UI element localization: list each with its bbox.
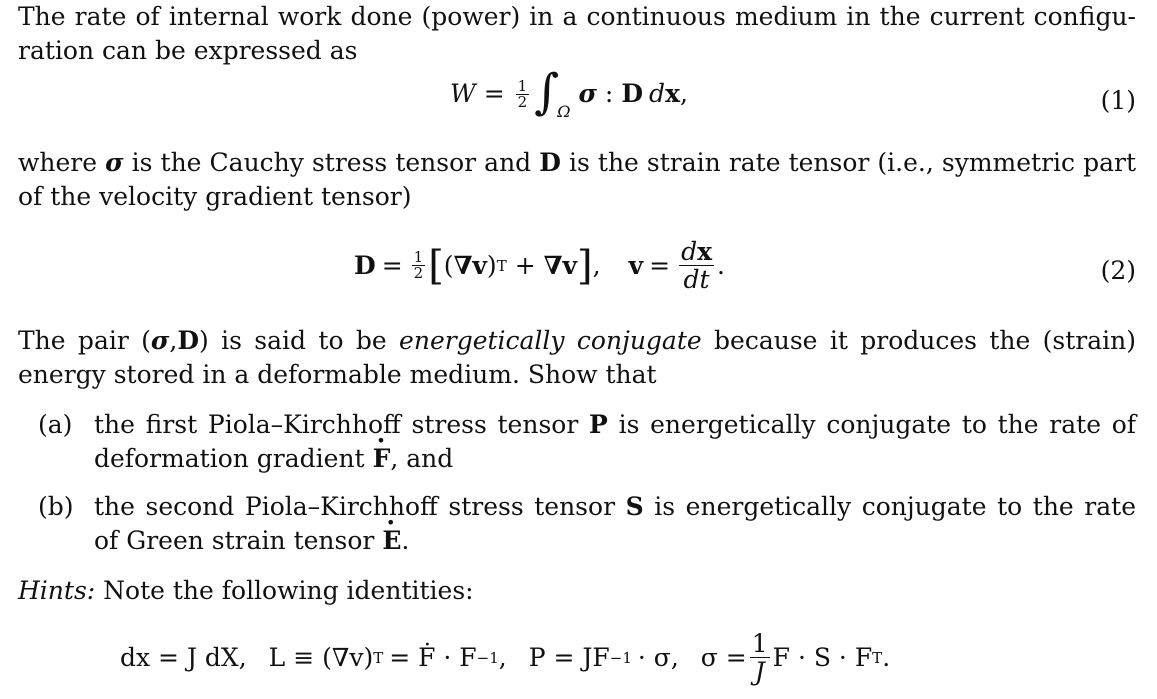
list-label-b: (b): [38, 492, 74, 521]
eq1-dx-x: x: [665, 79, 680, 108]
eq3-frac-1-over-J: [750, 630, 770, 685]
eq1-equals: =: [483, 79, 505, 108]
item-a-text-a: the first Piola–Kirchhoff stress tensor: [94, 410, 579, 439]
item-a-symbol-P: P: [589, 410, 608, 439]
list-item-b: [18, 490, 1136, 558]
eq2-half: [412, 250, 426, 281]
eq2-num-d: d: [681, 237, 698, 266]
eq1-sigma: σ: [578, 79, 597, 108]
list-item-a: [18, 408, 1136, 476]
eq3-frac-num: 1: [751, 629, 768, 658]
eq2-equals: =: [381, 250, 403, 280]
hints-line: [18, 574, 1136, 608]
eq1-domain: Ω: [557, 102, 571, 121]
item-a-symbol-Fdot: F ·: [373, 442, 391, 476]
pair-emphasis: energetically conjugate: [399, 326, 702, 355]
item-b-line-2: [94, 524, 1136, 558]
pair-text-a: The pair (: [18, 326, 151, 355]
eq2-num-x: x: [697, 237, 712, 266]
where-paragraph: [18, 146, 1136, 214]
eq1-W: W: [450, 79, 476, 108]
item-a-text-d: , and: [390, 444, 454, 473]
pair-D: D: [177, 326, 199, 355]
pair-paragraph: [18, 324, 1136, 392]
eq2-v2: v: [628, 250, 644, 280]
eq2-dxdt: [679, 238, 714, 293]
where-text-c: is the strain rate tensor (i.e., symmetric part: [569, 148, 1137, 177]
pair-line-1: [18, 324, 1136, 358]
pair-line-2: energy stored in a deformable medium. Show that: [18, 360, 657, 389]
eq3-L-comma: ,: [498, 642, 507, 672]
pair-comma: ,: [169, 326, 178, 355]
hints-text: Note the following identities:: [103, 576, 474, 605]
eq2-dxdt-den: dt: [683, 265, 710, 294]
eq2-v-b: v: [562, 250, 578, 280]
pair-text-c: because it produces the (strain): [714, 326, 1136, 355]
eq2-equals2: =: [649, 250, 671, 280]
pair-text-b: ) is said to be: [199, 326, 387, 355]
item-b-symbol-S: S: [625, 492, 644, 521]
nabla-icon-2: ∇: [543, 250, 563, 280]
eq2-lbracket: [: [428, 242, 444, 289]
eq2-rparen: ): [486, 250, 497, 280]
eq3-FSFT: F · S · F: [772, 642, 873, 672]
list-label-a: (a): [38, 410, 73, 439]
eq2-comma: ,: [592, 250, 601, 280]
eq2-v: v: [472, 250, 487, 280]
eq2-period: .: [716, 250, 725, 280]
where-D: D: [539, 148, 561, 177]
eq3-dx-identity: dx = J dX,: [120, 642, 247, 672]
eq2-rbracket: ]: [577, 242, 593, 289]
item-b-text-d: .: [401, 526, 410, 555]
eq3-P-sigma: · σ,: [637, 642, 679, 672]
where-line-1: [18, 146, 1136, 180]
eq2-D: D: [354, 250, 376, 280]
item-b-text-a: the second Piola–Kirchhoff stress tensor: [94, 492, 616, 521]
equation-3: dx = J dX, L ≡ (∇v) T = Ḟ · F −1 , P = JF −1 · σ, σ = $\frac{1}{J}$ F · S · F T .: [120, 629, 891, 686]
eq1-half-den: 2: [517, 92, 528, 111]
eq2-half-num: 1: [413, 248, 424, 266]
eq3-P-identity: P = JF: [528, 642, 610, 672]
intro-paragraph: [18, 0, 1136, 68]
eq1-half-num: 1: [517, 76, 528, 95]
eq2-plus: +: [514, 250, 536, 280]
equation-2: D = $\frac{1}{2}$ [ ( ∇ v ) T + ∇ v ] , v = $\frac{dx}{dt}$ . (2): [354, 237, 1136, 294]
equation-1: [18, 64, 1136, 134]
item-a-line-1: [94, 408, 1136, 442]
eq3-period: .: [882, 642, 891, 672]
where-line-2: of the velocity gradient tensor): [18, 182, 412, 211]
pair-sigma: σ: [150, 326, 170, 355]
eq1-half: [516, 76, 530, 111]
eq2-half-den: 2: [413, 264, 424, 282]
item-b-symbol-Edot: E ·: [382, 524, 401, 558]
item-b-line-1: [94, 490, 1136, 524]
item-b-text-b: is energetically conjugate to the rate: [654, 492, 1136, 521]
where-text-a: where: [18, 148, 98, 177]
eq3-L-identity: L ≡ (∇v): [268, 642, 374, 672]
eq3-frac-den: J: [754, 657, 765, 686]
integral-sign: ∫: [534, 64, 560, 120]
equation-number-2: (2): [1100, 256, 1136, 285]
eq3-Fdot-Finv: = Ḟ · F: [389, 642, 477, 672]
nabla-icon: ∇: [453, 250, 473, 280]
eq3-sigma-identity: σ =: [700, 642, 747, 672]
eq1-comma: ,: [679, 79, 688, 108]
equation-number-1: (1): [1100, 86, 1136, 115]
eq2-dxdt-num: [679, 238, 714, 266]
item-a-text-c: deformation gradient: [94, 444, 365, 473]
item-a-line-2: [94, 442, 1136, 476]
intro-line-1: The rate of internal work done (power) in a continuous medium in the current configu-: [18, 2, 1136, 31]
item-a-text-b: is energetically conjugate to the rate of: [618, 410, 1137, 439]
where-sigma: σ: [105, 148, 124, 177]
eq1-D: D: [621, 79, 644, 108]
eq2-lparen: (: [443, 250, 454, 280]
eq1-dx-d: d: [649, 79, 666, 108]
eq1-colon: :: [604, 79, 614, 108]
where-text-b: is the Cauchy stress tensor and: [131, 148, 532, 177]
item-b-text-c: of Green strain tensor: [94, 526, 375, 555]
intro-line-2: ration can be expressed as: [18, 36, 358, 65]
hints-label: Hints:: [18, 576, 96, 605]
